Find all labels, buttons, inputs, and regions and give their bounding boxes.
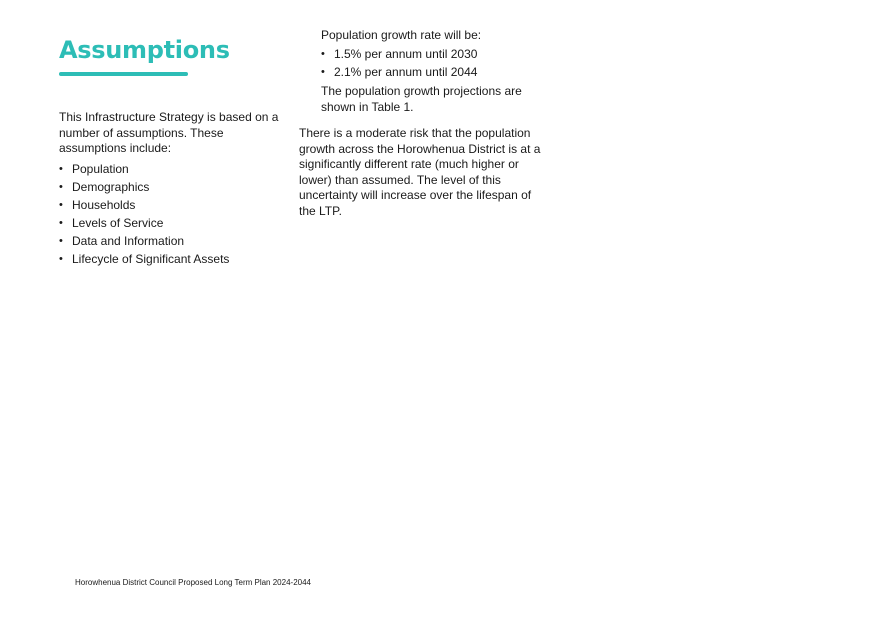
list-item: • Demographics xyxy=(59,178,287,196)
assumptions-list xyxy=(59,160,287,268)
projections-note: The population growth projections are shown in Table 1. xyxy=(321,84,522,114)
page-footer: Horowhenua District Council Proposed Long Term Plan 2024-2044 xyxy=(75,578,311,587)
list-item: • 2.1% per annum until 2044 xyxy=(321,63,551,81)
growth-rate-list xyxy=(321,45,551,81)
risk-block xyxy=(299,126,545,219)
risk-paragraph: There is a moderate risk that the population growth across the Horowhenua District is at a significantly different rate (much higher or lower) than assumed. The level of this uncertainty will increase over the lifespan of the LTP. xyxy=(299,126,541,218)
list-item: • 1.5% per annum until 2030 xyxy=(321,45,551,63)
title-underline xyxy=(59,72,188,76)
growth-lead-text: Population growth rate will be: xyxy=(321,28,482,42)
list-item: • Lifecycle of Significant Assets xyxy=(59,250,287,268)
intro-paragraph: This Infrastructure Strategy is based on a number of assumptions. These assumptions include: xyxy=(59,110,279,155)
population-growth-block xyxy=(321,28,551,115)
list-item: • Population xyxy=(59,160,287,178)
list-item: • Households xyxy=(59,196,287,214)
assumptions-intro-column xyxy=(59,110,287,268)
list-item: • Data and Information xyxy=(59,232,287,250)
page-title: Assumptions xyxy=(59,36,230,64)
list-item: • Levels of Service xyxy=(59,214,287,232)
